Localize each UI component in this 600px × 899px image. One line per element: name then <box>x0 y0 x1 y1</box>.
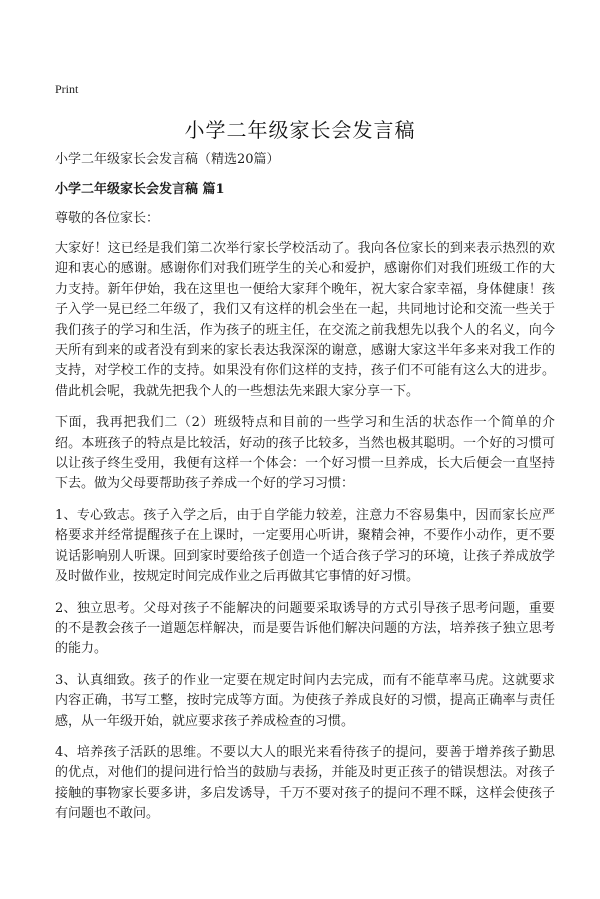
document-subtitle: 小学二年级家长会发言稿（精选20篇） <box>55 152 280 167</box>
paragraph-class-overview: 下面，我再把我们二（2）班级特点和目前的一些学习和生活的状态作一个简单的介绍。本班孩子的特点是比较活，好动的孩子比较多，当然也极其聪明。一个好的习惯可以让孩子终生受用，我便有这样一个体会：一个好习惯一旦养成，长大后便会一直坚持下去。做为父母要帮助孩子养成一个好的学习习惯： <box>55 415 555 492</box>
document-body <box>55 150 555 836</box>
paragraph-active-thinking: 4、培养孩子活跃的思维。不要以大人的眼光来看待孩子的提问，要善于增养孩子勤思的优点，对他们的提问进行恰当的鼓励与表扬，并能及时更正孩子的错误想法。对孩子接触的事物家长要多讲，多启发诱导，千万不要对孩子的提问不理不睬，这样会使孩子有问题也不敢问。 <box>55 744 555 822</box>
paragraph-independent-thinking: 2、独立思考。父母对孩子不能解决的问题要采取诱导的方式引导孩子思考问题，重要的不是教会孩子一道题怎样解决，而是要告诉他们解决问题的方法，培养孩子独立思考的能力。 <box>55 600 555 657</box>
document-title: 小学二年级家长会发言稿 <box>184 118 416 142</box>
paragraph-carefulness: 3、认真细致。孩子的作业一定要在规定时间内去完成，而有不能草率马虎。这就要求内容正确，书写工整，按时完成等方面。为使孩子养成良好的习惯，提高正确率与责任感，从一年级开始，就应要求孩子养成检查的习惯。 <box>55 672 555 729</box>
greeting: 尊敬的各位家长： <box>55 211 160 226</box>
paragraph-focus: 1、专心致志。孩子入学之后，由于自学能力较差，注意力不容易集中，因而家长应严格要求并经常提醒孩子在上课时，一定要用心听讲，聚精会神，不要作小动作，更不要说话影响别人听课。回到家时要给孩子创造一个适合孩子学习的环境，让孩子养成放学及时做作业，按规定时间完成作业之后再做其它事情的好习惯。 <box>55 507 555 585</box>
section-heading: 小学二年级家长会发言稿 篇1 <box>55 182 225 197</box>
paragraph-intro: 大家好！这已经是我们第二次举行家长学校活动了。我向各位家长的到来表示热烈的欢迎和衷心的感谢。感谢你们对我们班学生的关心和爱护，感谢你们对我们班级工作的大力支持。新年伊始，我在这里也一便给大家拜个晚年，祝大家合家幸福，身体健康！孩子入学一晃已经二年级了，我们又有这样的机会坐在一起，共同地讨论和交流一些关于我们孩子的学习和生活，作为孩子的班主任，在交流之前我想先以我个人的名义，向今天所有到来的或者没有到来的家长表达我深深的谢意，感谢大家这半年多来对我工作的支持，对学校工作的支持。如果没有你们这样的支持，孩子们不可能有这么大的进步。借此机会呢，我就先把我个人的一些想法先来跟大家分享一下。 <box>55 241 555 399</box>
print-label: Print <box>55 82 79 96</box>
